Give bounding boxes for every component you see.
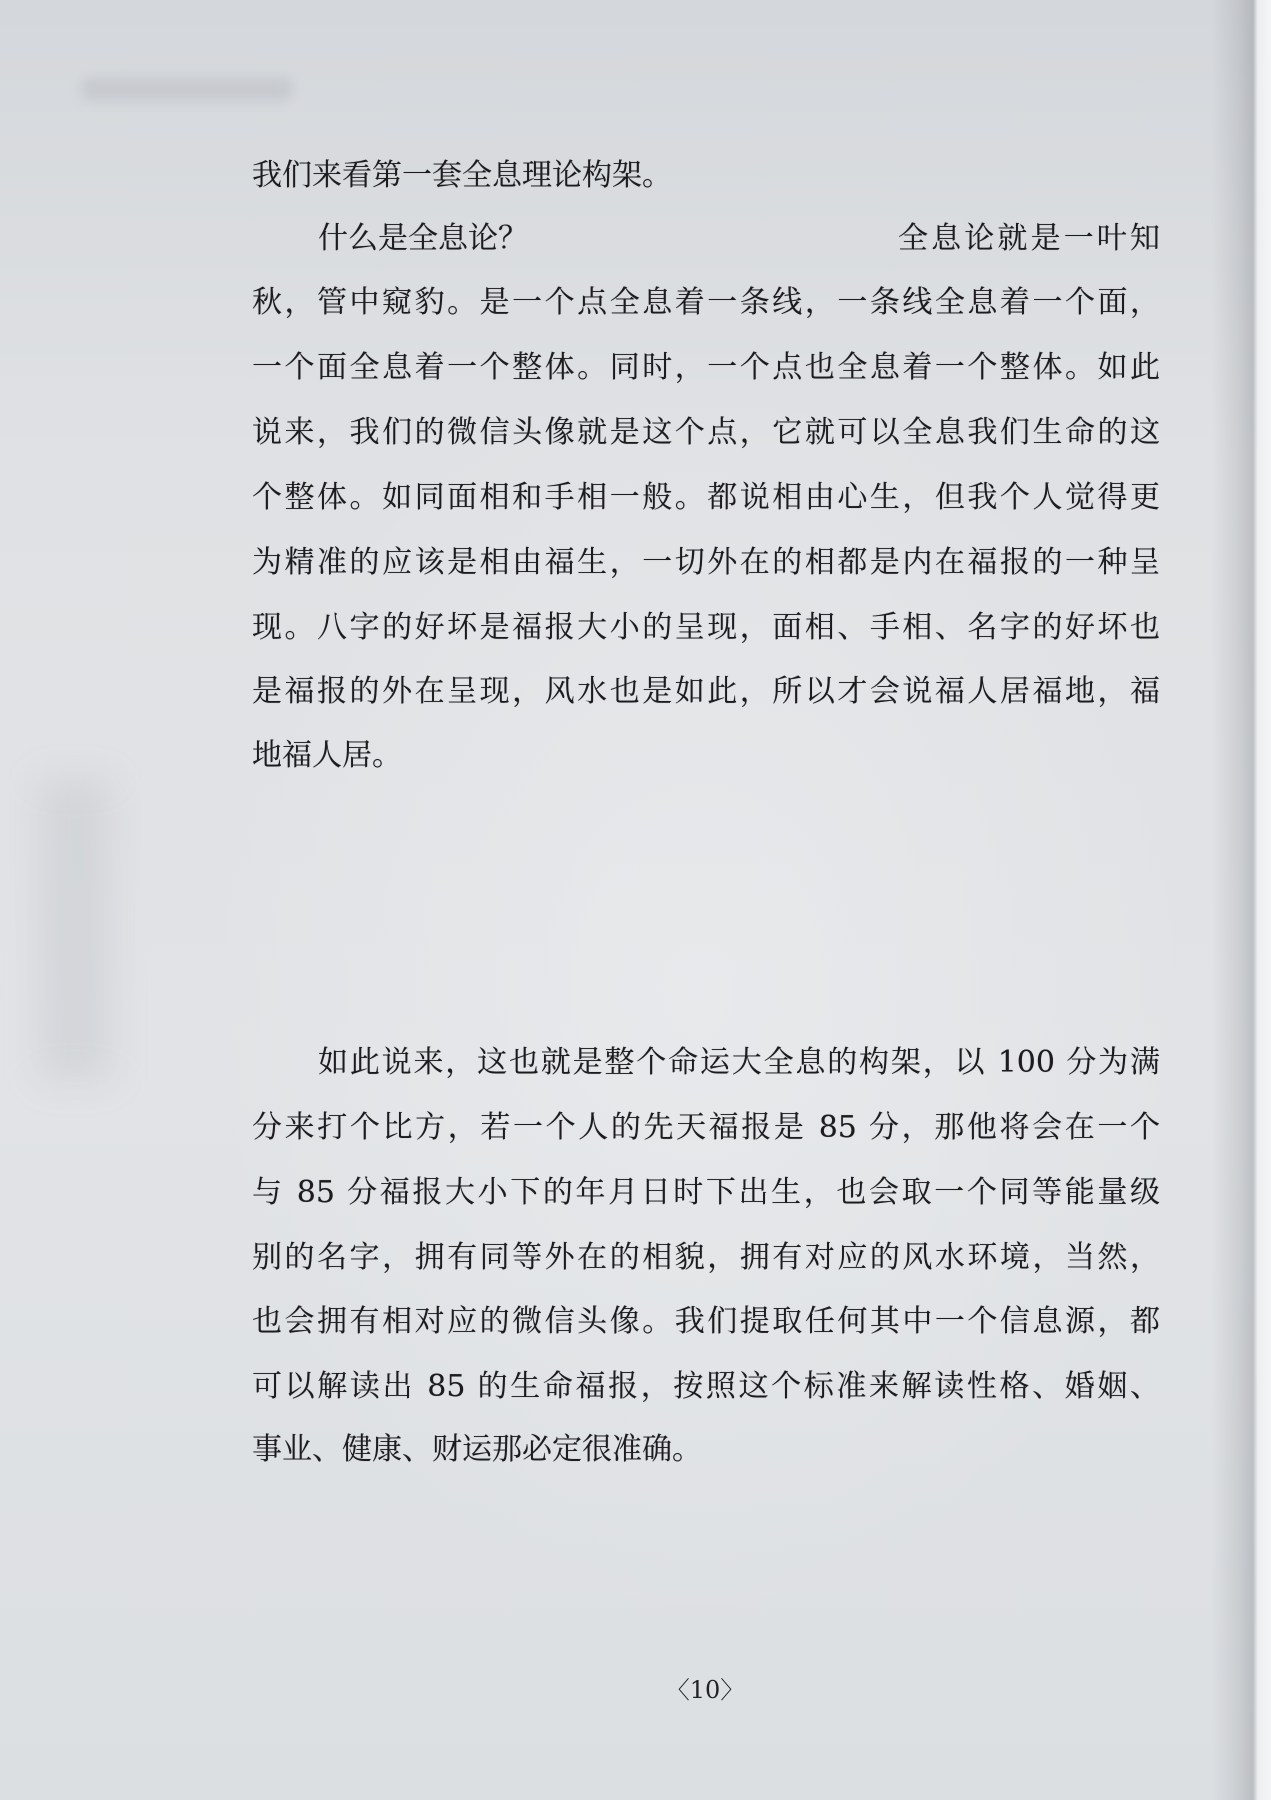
paragraph1-line: 一个面全息着一个整体。同时，一个点也全息着一个整体。如此 bbox=[252, 350, 1160, 385]
page-shadow-left bbox=[40, 780, 110, 1080]
paragraph2-line: 可以解读出 85 的生命福报，按照这个标准来解读性格、婚姻、 bbox=[252, 1369, 1160, 1404]
page-edge-shadow bbox=[1211, 0, 1271, 1800]
paragraph2-line: 别的名字，拥有同等外在的相貌，拥有对应的风水环境，当然， bbox=[252, 1240, 1160, 1275]
paragraph2-line: 分来打个比方，若一个人的先天福报是 85 分，那他将会在一个 bbox=[252, 1110, 1160, 1145]
page-number: 〈10〉 bbox=[665, 1676, 745, 1704]
faint-running-header bbox=[82, 78, 292, 100]
paragraph2-line: 与 85 分福报大小下的年月日时下出生，也会取一个同等能量级 bbox=[252, 1175, 1160, 1210]
paragraph1-line: 说来，我们的微信头像就是这个点，它就可以全息我们生命的这 bbox=[252, 415, 1160, 450]
paragraph1-line: 是福报的外在呈现，风水也是如此，所以才会说福人居福地，福 bbox=[252, 674, 1160, 709]
paragraph2-line: 事业、健康、财运那必定很准确。 bbox=[252, 1432, 702, 1467]
paragraph1-line: 现。八字的好坏是福报大小的呈现，面相、手相、名字的好坏也 bbox=[252, 610, 1160, 645]
paragraph1-line: 个整体。如同面相和手相一般。都说相由心生，但我个人觉得更 bbox=[252, 480, 1160, 515]
paragraph1-line: 地福人居。 bbox=[252, 738, 402, 773]
intro-line: 我们来看第一套全息理论构架。 bbox=[252, 158, 672, 193]
paragraph1-line: 为精准的应该是相由福生，一切外在的相都是内在福报的一种呈 bbox=[252, 545, 1160, 580]
paragraph2-line: 也会拥有相对应的微信头像。我们提取任何其中一个信息源，都 bbox=[252, 1304, 1160, 1339]
paragraph1-line: 秋，管中窥豹。是一个点全息着一条线，一条线全息着一个面， bbox=[252, 285, 1160, 320]
question-text: 什么是全息论？ bbox=[318, 221, 528, 256]
answer-start-text: 全息论就是一叶知 bbox=[898, 221, 1160, 256]
paragraph2-line: 如此说来，这也就是整个命运大全息的构架，以 100 分为满 bbox=[318, 1045, 1160, 1080]
